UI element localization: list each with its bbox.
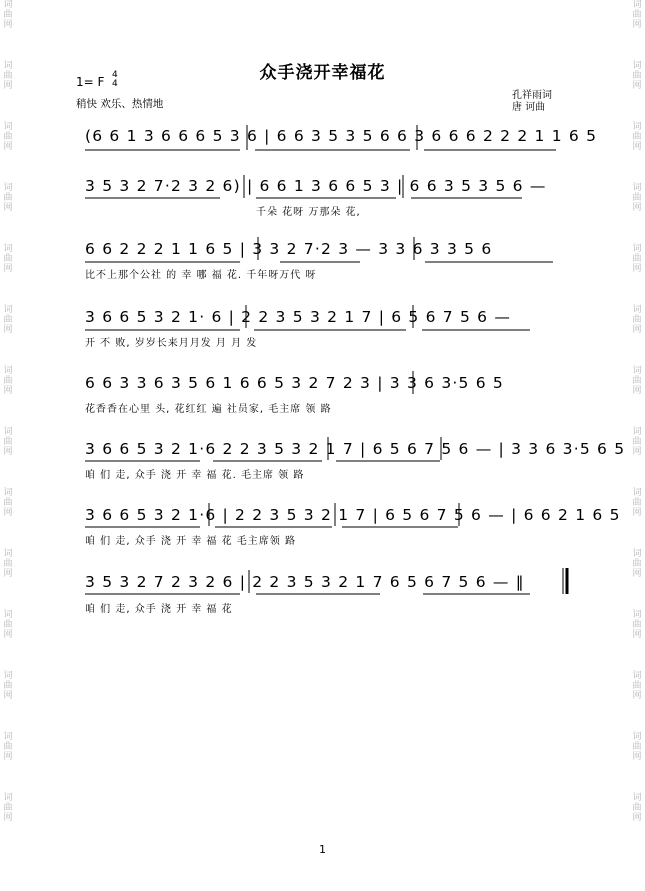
notation-system-8: 3 5 3 2 7 2 3 2 6 | 2 2 3 5 3 2 1 7 6 5 6 7 5 6 — ‖ bbox=[85, 573, 525, 591]
watermark-mark: 词 曲 网 bbox=[632, 793, 642, 823]
notation-system-6: 3 6 6 5 3 2 1·6 2 2 3 5 3 2 1 7 | 6 5 6 7 5 6 — | 3 3 6 3·5 6 5 bbox=[85, 440, 626, 458]
watermark-mark: 词 曲 网 bbox=[3, 0, 13, 30]
lyrics-system-2: 千朵 花呀 万那朵 花, bbox=[256, 207, 361, 218]
notation-system-3: 6 6 2 2 2 1 1 6 5 | 3 3 2 7·2 3 — 3 3 6 3 3 5 6 bbox=[85, 240, 493, 258]
watermark-mark: 词 曲 网 bbox=[632, 610, 642, 640]
lyrics-system-6: 咱 们 走, 众手 浇 开 幸 福 花. 毛主席 领 路 bbox=[85, 470, 305, 481]
watermark-mark: 词 曲 网 bbox=[3, 305, 13, 335]
meter-top: 4 bbox=[112, 70, 118, 80]
composer-credit: 唐 诃曲 bbox=[512, 102, 546, 113]
watermark-mark: 词 曲 网 bbox=[3, 61, 13, 91]
watermark-mark: 词 曲 网 bbox=[3, 427, 13, 457]
watermark-mark: 词 曲 网 bbox=[3, 366, 13, 396]
lyrics-system-7: 咱 们 走, 众手 浇 开 幸 福 花 毛主席领 路 bbox=[85, 536, 296, 547]
notation-system-4: 3 6 6 5 3 2 1· 6 | 2 2 3 5 3 2 1 7 | 6 5 6 7 5 6 — bbox=[85, 308, 512, 326]
watermark-mark: 词 曲 网 bbox=[632, 671, 642, 701]
notation-system-7: 3 6 6 5 3 2 1·6 | 2 2 3 5 3 2 1 7 | 6 5 6 7 5 6 — | 6 6 2 1 6 5 bbox=[85, 506, 621, 524]
notation-system-2: 3 5 3 2 7·2 3 2 6) | 6 6 1 3 6 6 5 3 | 6 6 3 5 3 5 6 — bbox=[85, 177, 547, 195]
watermark-mark: 词 曲 网 bbox=[3, 793, 13, 823]
watermark-mark: 词 曲 网 bbox=[3, 122, 13, 152]
notation-system-5: 6 6 3 3 6 3 5 6 1 6 6 5 3 2 7 2 3 | 3 3 6 3·5 6 5 bbox=[85, 374, 504, 392]
watermark-mark: 词 曲 网 bbox=[632, 244, 642, 274]
watermark-mark: 词 曲 网 bbox=[632, 427, 642, 457]
lyrics-system-4: 开 不 败, 岁岁长来月月发 月 月 发 bbox=[85, 338, 258, 349]
meter-bottom: 4 bbox=[112, 79, 118, 89]
watermark-mark: 词 曲 网 bbox=[632, 0, 642, 30]
watermark-mark: 词 曲 网 bbox=[3, 671, 13, 701]
lyricist-credit: 孔祥雨词 bbox=[512, 90, 552, 101]
page-number: 1 bbox=[319, 843, 326, 856]
tempo-marking: 稍快 欢乐、热情地 bbox=[76, 98, 164, 110]
watermark-mark: 词 曲 网 bbox=[632, 61, 642, 91]
watermark-mark: 词 曲 网 bbox=[3, 610, 13, 640]
watermark-mark: 词 曲 网 bbox=[632, 305, 642, 335]
watermark-mark: 词 曲 网 bbox=[632, 488, 642, 518]
watermark-mark: 词 曲 网 bbox=[3, 732, 13, 762]
watermark-mark: 词 曲 网 bbox=[632, 366, 642, 396]
lyrics-system-8: 咱 们 走, 众手 浇 开 幸 福 花 bbox=[85, 604, 233, 615]
lyrics-system-5: 花香香在心里 头, 花红红 遍 社员家, 毛主席 领 路 bbox=[85, 404, 332, 415]
watermark-mark: 词 曲 网 bbox=[3, 488, 13, 518]
key-signature: 1= F bbox=[76, 75, 105, 89]
watermark-mark: 词 曲 网 bbox=[632, 549, 642, 579]
notation-system-1: (6 6 1 3 6 6 6 5 3 6 | 6 6 3 5 3 5 6 6 3 6 6 6 2 2 2 1 1 6 5 bbox=[85, 127, 598, 145]
watermark-mark: 词 曲 网 bbox=[3, 183, 13, 213]
song-title: 众手浇开幸福花 bbox=[259, 63, 386, 83]
watermark-mark: 词 曲 网 bbox=[632, 183, 642, 213]
watermark-mark: 词 曲 网 bbox=[632, 122, 642, 152]
watermark-mark: 词 曲 网 bbox=[3, 549, 13, 579]
watermark-mark: 词 曲 网 bbox=[3, 244, 13, 274]
lyrics-system-3: 比不上那个公社 的 幸 哪 福 花. 千年呀万代 呀 bbox=[85, 270, 317, 281]
watermark-mark: 词 曲 网 bbox=[632, 732, 642, 762]
